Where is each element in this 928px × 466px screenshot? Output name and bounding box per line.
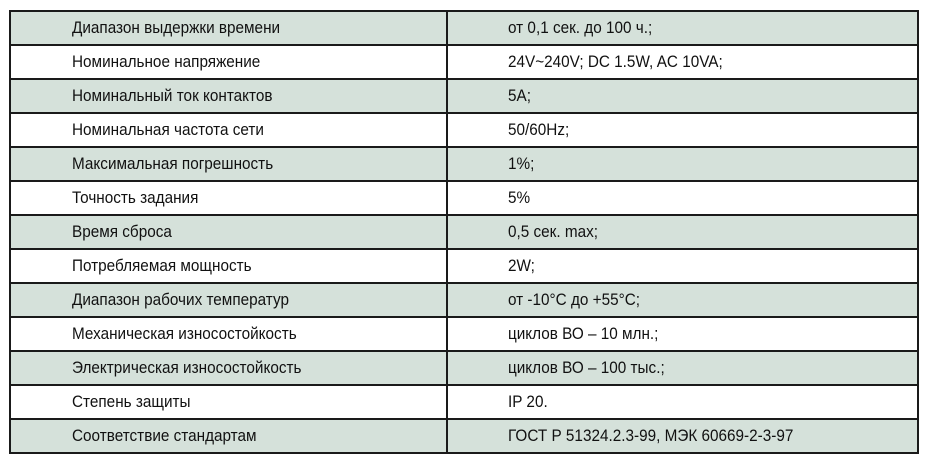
parameter-value-cell [447,215,918,249]
parameter-value-cell [447,419,918,453]
parameter-name: Соответствие стандартам [72,426,257,445]
table-row [10,351,918,385]
parameter-name-cell [10,11,447,45]
parameter-name: Номинальное напряжение [72,52,261,71]
table-row [10,113,918,147]
parameter-value: 5A; [508,86,531,105]
table-row [10,249,918,283]
parameter-value: ГОСТ Р 51324.2.3-99, МЭК 60669-2-3-97 [508,426,794,445]
parameter-name: Механическая износостойкость [72,324,297,343]
parameter-value-cell [447,351,918,385]
parameter-name-cell [10,113,447,147]
table-row [10,317,918,351]
table-row [10,45,918,79]
table-row [10,181,918,215]
parameter-value-cell [447,317,918,351]
parameter-value-cell [447,385,918,419]
parameter-value-cell [447,113,918,147]
parameter-name: Степень защиты [72,392,191,411]
parameter-name-cell [10,45,447,79]
table-row [10,11,918,45]
parameter-value: 2W; [508,256,535,275]
table-row [10,419,918,453]
parameter-name: Время сброса [72,222,172,241]
parameter-name-cell [10,215,447,249]
table-row [10,79,918,113]
parameter-value: от -10°C до +55°C; [508,290,641,309]
parameter-value: 24V~240V; DC 1.5W, AC 10VA; [508,52,723,71]
parameter-name-cell [10,79,447,113]
parameter-name: Номинальная частота сети [72,120,264,139]
parameter-name: Потребляемая мощность [72,256,252,275]
parameter-value: 0,5 сек. max; [508,222,599,241]
specifications-table-body [10,11,918,453]
table-row [10,385,918,419]
parameter-name-cell [10,385,447,419]
parameter-name: Максимальная погрешность [72,154,274,173]
parameter-value: 50/60Hz; [508,120,570,139]
parameter-value-cell [447,181,918,215]
parameter-name-cell [10,181,447,215]
parameter-value-cell [447,283,918,317]
parameter-value: IP 20. [508,392,548,411]
parameter-value-cell [447,11,918,45]
parameter-value-cell [447,249,918,283]
parameter-name: Точность задания [72,188,199,207]
specifications-table [9,10,919,454]
parameter-name: Номинальный ток контактов [72,86,273,105]
parameter-name-cell [10,351,447,385]
table-row [10,215,918,249]
table-row [10,147,918,181]
parameter-name-cell [10,317,447,351]
parameter-name-cell [10,147,447,181]
parameter-name-cell [10,283,447,317]
parameter-name-cell [10,419,447,453]
parameter-name: Диапазон рабочих температур [72,290,289,309]
parameter-name: Диапазон выдержки времени [72,18,281,37]
parameter-value: от 0,1 сек. до 100 ч.; [508,18,653,37]
parameter-value-cell [447,45,918,79]
parameter-value: 5% [508,188,531,207]
parameter-value: циклов ВО – 100 тыс.; [508,358,665,377]
table-row [10,283,918,317]
parameter-name-cell [10,249,447,283]
parameter-value-cell [447,79,918,113]
parameter-value: 1%; [508,154,535,173]
parameter-value: циклов ВО – 10 млн.; [508,324,659,343]
parameter-value-cell [447,147,918,181]
parameter-name: Электрическая износостойкость [72,358,302,377]
